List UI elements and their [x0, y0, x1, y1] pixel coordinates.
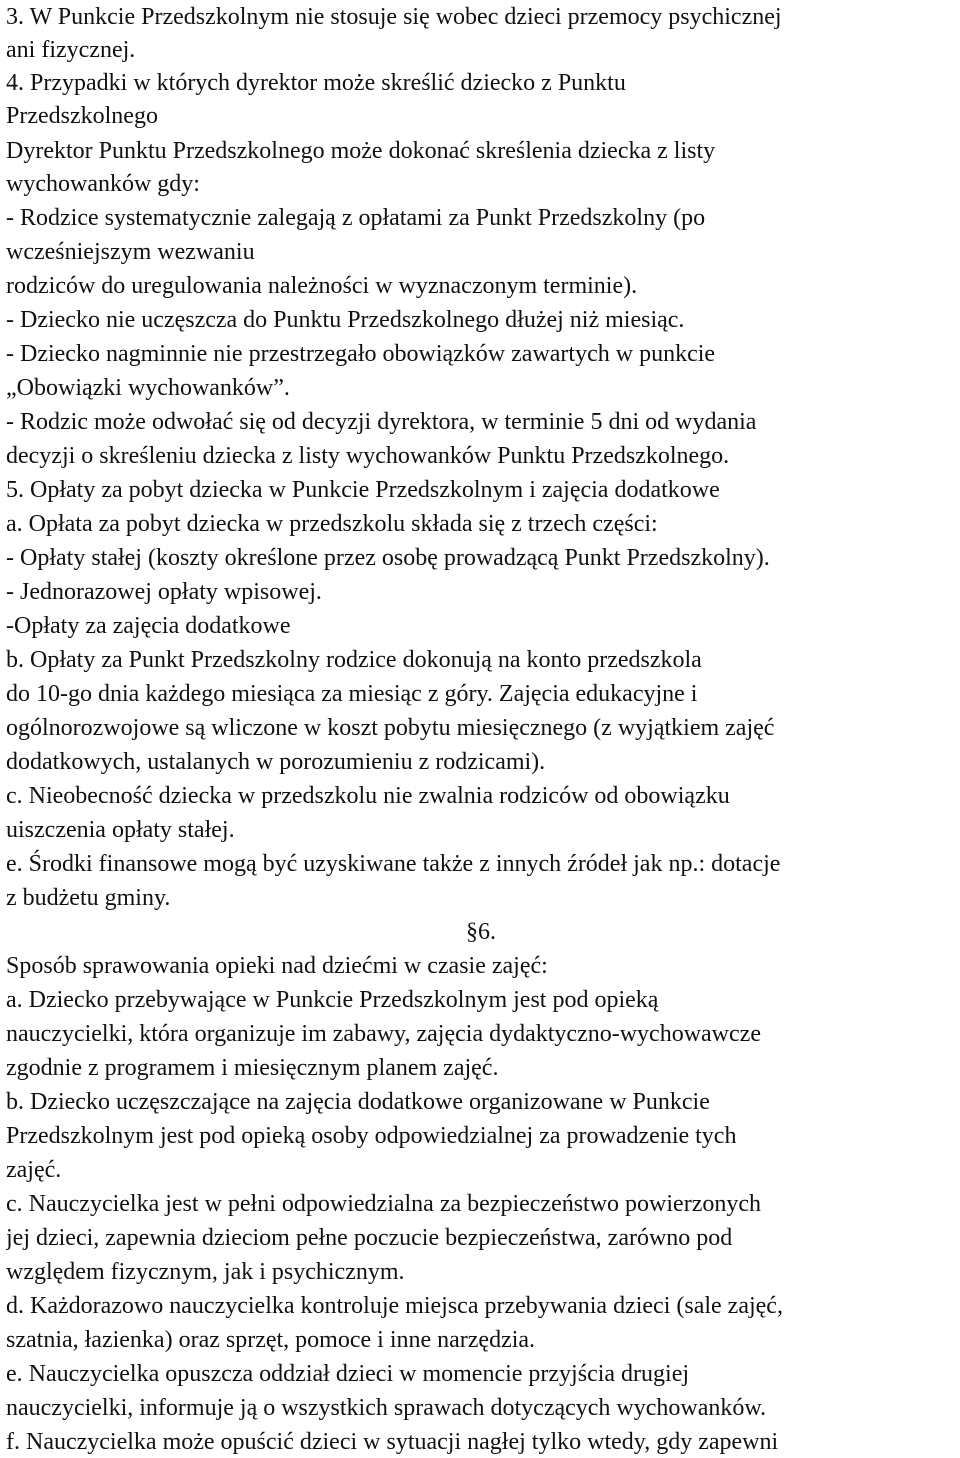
text-line: zgodnie z programem i miesięcznym planem zajęć. [6, 1055, 499, 1081]
document-page [6, 0, 960, 1458]
section-heading: Sposób sprawowania opieki nad dziećmi w czasie zajęć: [6, 953, 548, 979]
text-line: wcześniejszym wezwaniu [6, 239, 255, 265]
text-line: nauczycielki, która organizuje im zabawy, zajęcia dydaktyczno-wychowawcze [6, 1021, 761, 1047]
text-line: c. Nieobecność dziecka w przedszkolu nie zwalnia rodziców od obowiązku [6, 783, 730, 809]
text-line: b. Dziecko uczęszczające na zajęcia dodatkowe organizowane w Punkcie [6, 1089, 710, 1115]
text-line: do 10-go dnia każdego miesiąca za miesiąc z góry. Zajęcia edukacyjne i [6, 681, 698, 707]
text-line: jej dzieci, zapewnia dzieciom pełne poczucie bezpieczeństwa, zarówno pod [6, 1225, 733, 1251]
text-line: a. Opłata za pobyt dziecka w przedszkolu składa się z trzech części: [6, 511, 658, 537]
text-line: - Opłaty stałej (koszty określone przez osobę prowadzącą Punkt Przedszkolny). [6, 545, 770, 571]
text-line: szatnia, łazienka) oraz sprzęt, pomoce i inne narzędzia. [6, 1327, 536, 1353]
section-heading: 4. Przypadki w których dyrektor może skreślić dziecko z Punktu [6, 70, 626, 96]
text-line: zajęć. [6, 1157, 62, 1183]
section-number: §6. [466, 919, 496, 945]
text-line: - Rodzic może odwołać się od decyzji dyrektora, w terminie 5 dni od wydania [6, 409, 757, 435]
text-line: względem fizycznym, jak i psychicznym. [6, 1259, 405, 1285]
text-line: -Opłaty za zajęcia dodatkowe [6, 613, 291, 639]
text-line: z budżetu gminy. [6, 885, 171, 911]
text-line: Przedszkolnym jest pod opieką osoby odpowiedzialnej za prowadzenie tych [6, 1123, 737, 1149]
text-line: d. Każdorazowo nauczycielka kontroluje miejsca przebywania dzieci (sale zajęć, [6, 1293, 783, 1319]
text-line: „Obowiązki wychowanków”. [6, 375, 290, 401]
text-line: nauczycielki, informuje ją o wszystkich sprawach dotyczących wychowanków. [6, 1395, 767, 1421]
text-line: e. Środki finansowe mogą być uzyskiwane także z innych źródeł jak np.: dotacje [6, 851, 781, 877]
text-line: Dyrektor Punktu Przedszkolnego może dokonać skreślenia dziecka z listy [6, 138, 716, 164]
text-line: uiszczenia opłaty stałej. [6, 817, 235, 843]
text-line: b. Opłaty za Punkt Przedszkolny rodzice dokonują na konto przedszkola [6, 647, 702, 673]
text-line: e. Nauczycielka opuszcza oddział dzieci w momencie przyjścia drugiej [6, 1361, 690, 1387]
text-line: rodziców do uregulowania należności w wyznaczonym terminie). [6, 273, 638, 299]
text-line: wychowanków gdy: [6, 171, 200, 197]
text-line: a. Dziecko przebywające w Punkcie Przedszkolnym jest pod opieką [6, 987, 659, 1013]
text-line: - Dziecko nie uczęszcza do Punktu Przedszkolnego dłużej niż miesiąc. [6, 307, 685, 333]
text-line: decyzji o skreśleniu dziecka z listy wychowanków Punktu Przedszkolnego. [6, 443, 730, 469]
text-line: 3. W Punkcie Przedszkolnym nie stosuje się wobec dzieci przemocy psychicznej [6, 4, 782, 30]
text-line: ogólnorozwojowe są wliczone w koszt pobytu miesięcznego (z wyjątkiem zajęć [6, 715, 775, 741]
text-line: - Jednorazowej opłaty wpisowej. [6, 579, 322, 605]
text-line: dodatkowych, ustalanych w porozumieniu z rodzicami). [6, 749, 546, 775]
text-line: c. Nauczycielka jest w pełni odpowiedzialna za bezpieczeństwo powierzonych [6, 1191, 762, 1217]
text-line: - Rodzice systematycznie zalegają z opłatami za Punkt Przedszkolny (po [6, 205, 706, 231]
text-line: - Dziecko nagminnie nie przestrzegało obowiązków zawartych w punkcie [6, 341, 716, 367]
text-line: ani fizycznej. [6, 37, 136, 63]
section-heading: Przedszkolnego [6, 103, 158, 129]
text-line: f. Nauczycielka może opuścić dzieci w sytuacji nagłej tylko wtedy, gdy zapewni [6, 1429, 779, 1455]
section-heading: 5. Opłaty za pobyt dziecka w Punkcie Przedszkolnym i zajęcia dodatkowe [6, 477, 720, 503]
